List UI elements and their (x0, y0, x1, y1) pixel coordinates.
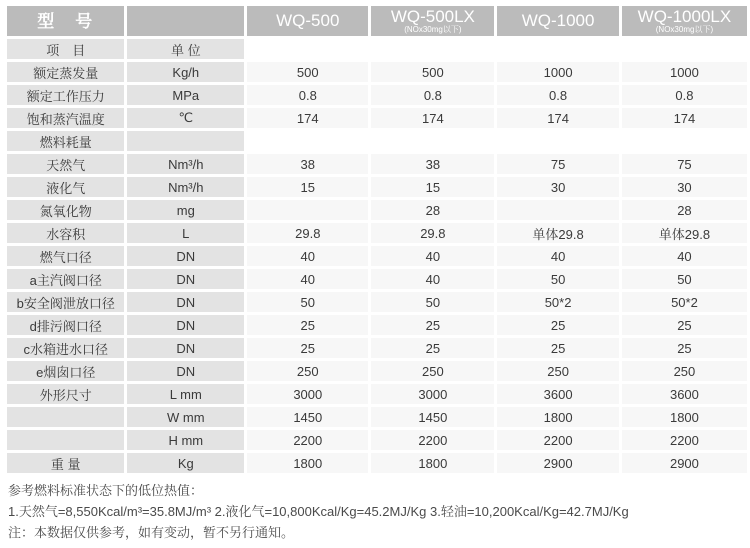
row-value: 25 (497, 338, 619, 358)
row-value: 单体29.8 (622, 223, 747, 243)
row-unit: DN (127, 269, 244, 289)
table-row (7, 315, 747, 335)
row-value: 15 (371, 177, 494, 197)
row-value: 1800 (622, 407, 747, 427)
header-model-3: WQ-1000 (497, 6, 619, 36)
row-value: 0.8 (497, 85, 619, 105)
row-unit (127, 131, 244, 151)
row-label: 燃气口径 (7, 246, 124, 266)
note-line-2: 1.天然气=8,550Kcal/m³=35.8MJ/m³ 2.液化气=10,800Kcal/Kg=45.2MJ/Kg 3.轻油=10,200Kcal/Kg=42.7MJ/Kg (8, 504, 629, 519)
row-unit: 单 位 (127, 39, 244, 59)
row-value: 3600 (622, 384, 747, 404)
row-value: 1450 (371, 407, 494, 427)
row-value: 2200 (371, 430, 494, 450)
row-unit: Nm³/h (127, 154, 244, 174)
table-row (7, 338, 747, 358)
table-row (7, 108, 747, 128)
row-value: 50 (247, 292, 368, 312)
row-value: 500 (371, 62, 494, 82)
row-value: 25 (622, 338, 747, 358)
table-row (7, 131, 747, 151)
header-model-4: WQ-1000LX (NOx30mg以下) (622, 6, 747, 36)
header-row (7, 6, 747, 36)
row-value (622, 39, 747, 59)
row-value: 50 (622, 269, 747, 289)
table-row (7, 292, 747, 312)
row-value: 1800 (247, 453, 368, 473)
row-value: 25 (622, 315, 747, 335)
row-unit: Kg (127, 453, 244, 473)
row-value: 0.8 (622, 85, 747, 105)
row-value: 2900 (622, 453, 747, 473)
row-value (247, 131, 368, 151)
row-value: 174 (371, 108, 494, 128)
row-value: 0.8 (247, 85, 368, 105)
row-value: 25 (497, 315, 619, 335)
row-unit: L (127, 223, 244, 243)
row-label: 氮氧化物 (7, 200, 124, 220)
spec-body (7, 39, 747, 473)
row-value: 29.8 (371, 223, 494, 243)
table-row (7, 85, 747, 105)
row-label: 额定工作压力 (7, 85, 124, 105)
row-label: 额定蒸发量 (7, 62, 124, 82)
row-value (247, 200, 368, 220)
row-value: 40 (371, 269, 494, 289)
row-value (497, 200, 619, 220)
table-row (7, 269, 747, 289)
row-label: 液化气 (7, 177, 124, 197)
row-value: 50*2 (497, 292, 619, 312)
row-label (7, 407, 124, 427)
row-unit: mg (127, 200, 244, 220)
row-value: 30 (497, 177, 619, 197)
row-value: 2200 (247, 430, 368, 450)
row-label: e烟囱口径 (7, 361, 124, 381)
row-value: 25 (371, 338, 494, 358)
row-value: 1800 (497, 407, 619, 427)
row-label: 天然气 (7, 154, 124, 174)
row-value: 25 (371, 315, 494, 335)
row-value: 40 (247, 246, 368, 266)
row-label: 燃料耗量 (7, 131, 124, 151)
row-label: d排污阀口径 (7, 315, 124, 335)
row-value: 3000 (247, 384, 368, 404)
row-value: 50*2 (622, 292, 747, 312)
table-row (7, 407, 747, 427)
row-value: 2900 (497, 453, 619, 473)
row-value: 28 (371, 200, 494, 220)
row-value: 1800 (371, 453, 494, 473)
table-row (7, 154, 747, 174)
row-label: 饱和蒸汽温度 (7, 108, 124, 128)
row-unit: MPa (127, 85, 244, 105)
row-value (247, 39, 368, 59)
row-value: 25 (247, 315, 368, 335)
row-value: 3600 (497, 384, 619, 404)
row-value (622, 131, 747, 151)
row-value: 1000 (622, 62, 747, 82)
row-unit: Kg/h (127, 62, 244, 82)
row-value: 75 (497, 154, 619, 174)
row-value: 2200 (622, 430, 747, 450)
row-value: 174 (497, 108, 619, 128)
table-row (7, 177, 747, 197)
row-unit: DN (127, 361, 244, 381)
row-value: 250 (247, 361, 368, 381)
header-model-1: WQ-500 (247, 6, 368, 36)
row-label (7, 430, 124, 450)
spec-table (4, 3, 750, 476)
row-value: 1450 (247, 407, 368, 427)
row-value: 40 (622, 246, 747, 266)
table-row (7, 384, 747, 404)
row-value: 30 (622, 177, 747, 197)
row-value: 174 (622, 108, 747, 128)
row-label: 重 量 (7, 453, 124, 473)
row-label: c水箱进水口径 (7, 338, 124, 358)
row-value (497, 131, 619, 151)
row-value (371, 39, 494, 59)
row-value: 0.8 (371, 85, 494, 105)
note-line-1: 参考燃料标准状态下的低位热值： (8, 483, 204, 498)
table-row (7, 200, 747, 220)
row-label: b安全阀泄放口径 (7, 292, 124, 312)
row-value: 1000 (497, 62, 619, 82)
row-value: 250 (497, 361, 619, 381)
row-value: 500 (247, 62, 368, 82)
row-value (497, 39, 619, 59)
row-value: 3000 (371, 384, 494, 404)
row-value: 29.8 (247, 223, 368, 243)
row-value: 50 (497, 269, 619, 289)
row-unit: DN (127, 315, 244, 335)
row-value: 174 (247, 108, 368, 128)
header-unit-blank (127, 6, 244, 36)
row-unit: H mm (127, 430, 244, 450)
row-value: 40 (497, 246, 619, 266)
table-row (7, 39, 747, 59)
table-row (7, 430, 747, 450)
row-value: 250 (622, 361, 747, 381)
row-value: 38 (371, 154, 494, 174)
row-label: 水容积 (7, 223, 124, 243)
row-unit: W mm (127, 407, 244, 427)
table-row (7, 62, 747, 82)
row-value: 40 (371, 246, 494, 266)
table-row (7, 246, 747, 266)
row-value (371, 131, 494, 151)
row-value: 40 (247, 269, 368, 289)
row-unit: DN (127, 338, 244, 358)
row-value: 单体29.8 (497, 223, 619, 243)
row-value: 38 (247, 154, 368, 174)
row-value: 250 (371, 361, 494, 381)
note-line-3: 注：本数据仅供参考，如有变动，暂不另行通知。 (8, 525, 295, 540)
row-value: 15 (247, 177, 368, 197)
header-model-2: WQ-500LX (NOx30mg以下) (371, 6, 494, 36)
row-value: 28 (622, 200, 747, 220)
row-value: 50 (371, 292, 494, 312)
row-unit: ℃ (127, 108, 244, 128)
notes (8, 480, 629, 543)
row-unit: Nm³/h (127, 177, 244, 197)
table-row (7, 223, 747, 243)
row-unit: L mm (127, 384, 244, 404)
row-unit: DN (127, 292, 244, 312)
row-value: 25 (247, 338, 368, 358)
table-row (7, 453, 747, 473)
row-unit: DN (127, 246, 244, 266)
table-row (7, 361, 747, 381)
row-label: 项 目 (7, 39, 124, 59)
row-value: 2200 (497, 430, 619, 450)
header-label: 型 号 (7, 6, 124, 36)
row-value: 75 (622, 154, 747, 174)
row-label: 外形尺寸 (7, 384, 124, 404)
row-label: a主汽阀口径 (7, 269, 124, 289)
